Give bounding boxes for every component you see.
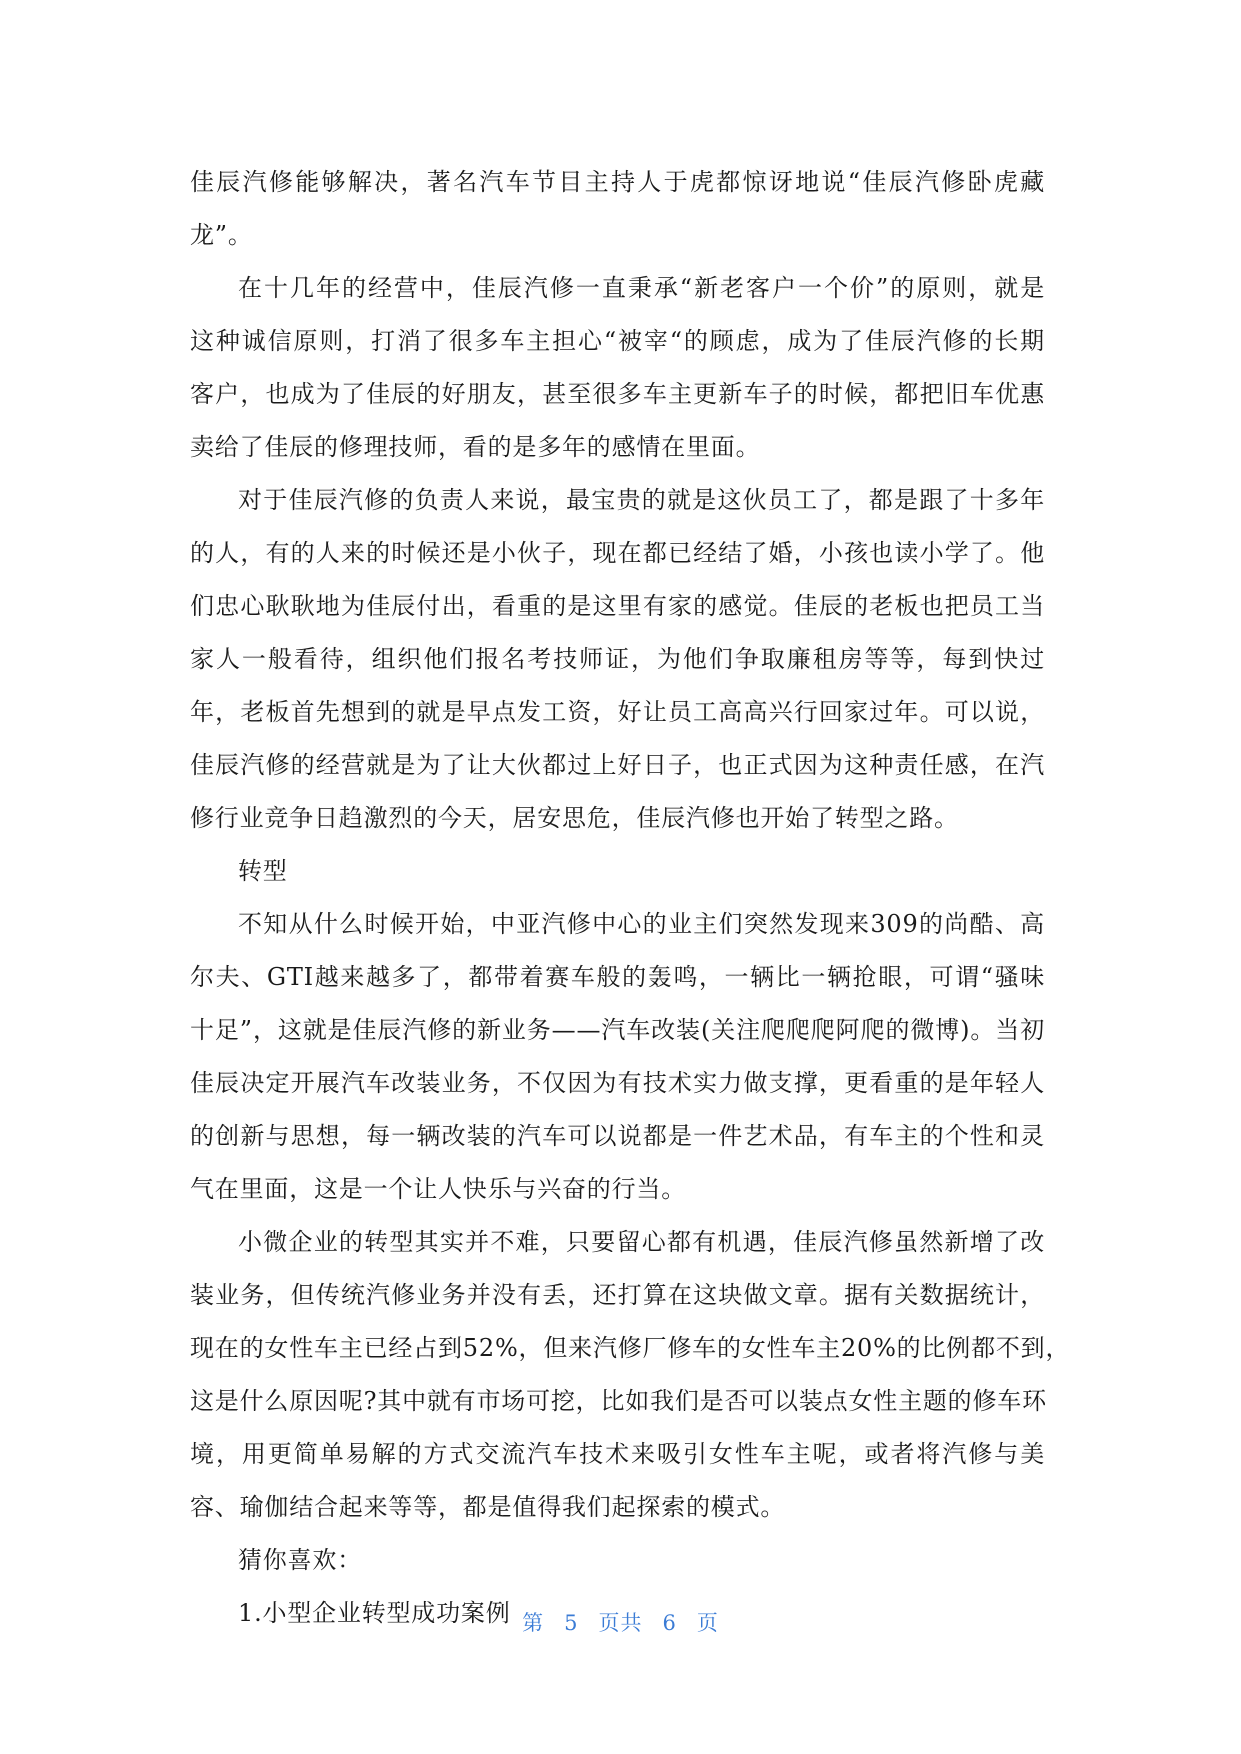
text-line: 在十几年的经营中，佳辰汽修一直秉承“新老客户一个价”的原则，就是 (238, 274, 1045, 302)
text-line: 这是什么原因呢?其中就有市场可挖，比如我们是否可以装点女性主题的修车环 (190, 1387, 1047, 1415)
text-line: 境，用更简单易解的方式交流汽车技术来吸引女性车主呢，或者将汽修与美 (190, 1440, 1045, 1468)
text-line: 这种诚信原则，打消了很多车主担心“被宰“的顾虑，成为了佳辰汽修的长期 (190, 327, 1045, 355)
recommend-heading: 猜你喜欢： (238, 1546, 362, 1574)
section-heading: 转型 (238, 857, 288, 885)
text-line: 佳辰决定开展汽车改装业务，不仅因为有技术实力做支撑，更看重的是年轻人 (190, 1069, 1045, 1097)
footer-middle: 页共 (598, 1611, 643, 1635)
text-line: 气在里面，这是一个让人快乐与兴奋的行当。 (190, 1175, 686, 1203)
text-line: 现在的女性车主已经占到52%，但来汽修厂修车的女性车主20%的比例都不到， (190, 1334, 1071, 1362)
text-line: 佳辰汽修的经营就是为了让大伙都过上好日子，也正式因为这种责任感，在汽 (190, 751, 1045, 779)
text-line: 十足”，这就是佳辰汽修的新业务——汽车改装(关注爬爬爬阿爬的微博)。当初 (190, 1016, 1045, 1044)
text-line: 尔夫、GTI越来越多了，都带着赛车般的轰鸣，一辆比一辆抢眼，可谓“骚味 (190, 963, 1045, 991)
footer-suffix: 页 (696, 1611, 719, 1635)
text-line: 修行业竞争日趋激烈的今天，居安思危，佳辰汽修也开始了转型之路。 (190, 804, 959, 832)
text-line: 的创新与思想，每一辆改装的汽车可以说都是一件艺术品，有车主的个性和灵 (190, 1122, 1045, 1150)
text-line: 的人，有的人来的时候还是小伙子，现在都已经结了婚，小孩也读小学了。他 (190, 539, 1045, 567)
total-pages-number: 6 (662, 1611, 677, 1635)
text-line: 容、瑜伽结合起来等等，都是值得我们起探索的模式。 (190, 1493, 786, 1521)
footer-prefix: 第 (522, 1611, 545, 1635)
page-footer (0, 1607, 1241, 1637)
text-line: 小微企业的转型其实并不难，只要留心都有机遇，佳辰汽修虽然新增了改 (238, 1228, 1045, 1256)
text-line: 对于佳辰汽修的负责人来说，最宝贵的就是这伙员工了，都是跟了十多年 (238, 486, 1045, 514)
text-line: 不知从什么时候开始，中亚汽修中心的业主们突然发现来309的尚酷、高 (238, 910, 1045, 938)
text-line: 们忠心耿耿地为佳辰付出，看重的是这里有家的感觉。佳辰的老板也把员工当 (190, 592, 1045, 620)
current-page-number: 5 (564, 1611, 579, 1635)
text-line: 龙”。 (190, 221, 253, 249)
text-line: 年，老板首先想到的就是早点发工资，好让员工高高兴行回家过年。可以说， (190, 698, 1045, 726)
recommend-link[interactable]: 1.小型企业转型成功案例 (238, 1599, 511, 1627)
text-line: 家人一般看待，组织他们报名考技师证，为他们争取廉租房等等，每到快过 (190, 645, 1045, 673)
text-line: 装业务，但传统汽修业务并没有丢，还打算在这块做文章。据有关数据统计， (190, 1281, 1045, 1309)
text-line: 佳辰汽修能够解决，著名汽车节目主持人于虎都惊讶地说“佳辰汽修卧虎藏 (190, 168, 1045, 196)
text-line: 卖给了佳辰的修理技师，看的是多年的感情在里面。 (190, 433, 761, 461)
text-line: 客户，也成为了佳辰的好朋友，甚至很多车主更新车子的时候，都把旧车优惠 (190, 380, 1045, 408)
document-body (190, 156, 1071, 1640)
